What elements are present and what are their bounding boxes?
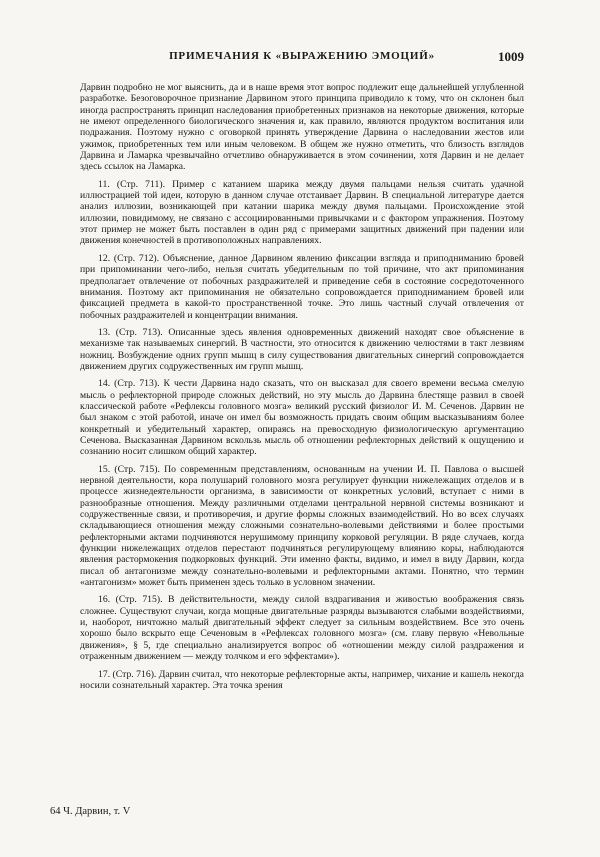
sheet-signature: 64 Ч. Дарвин, т. V [50, 806, 131, 817]
note-13: 13. (Стр. 713). Описанные здесь явления одновременных движений находят свое объяснение в механизме так называемых синергий. В частности, это относится к движению челюстями в такт лезвиям ножниц. Возбуждение одних групп мышц в силу существования двигательных синергий сопровождается движением других содружественных им групп мышц. [80, 326, 524, 372]
page-number: 1009 [498, 49, 524, 64]
paragraph-continuation: Дарвин подробно не мог выяснить, да и в наше время этот вопрос подлежит еще дальнейшей углубленной разработке. Безоговорочное признание Дарвином этого принципа приводило к тому, что он склонен был иногда распространять принцип наследования приобретенных признаков на некоторые движения, которые не имеют определенного биологического значения и, как правило, являются продуктом воспитания или подражания. Поэтому нужно с оговоркой принять утверждение Дарвина о наследовании жестов или ужимок, приобретенных тем или иным человеком. В общем же нужно отметить, что близость взглядов Дарвина и Ламарка чрезвычайно отчетливо обнаруживается в этом сочинении, хотя Дарвин и не делает здесь ссылок на Ламарка. [80, 82, 524, 173]
note-14: 14. (Стр. 713). К чести Дарвина надо сказать, что он высказал для своего времени весьма смелую мысль о рефлекторной природе сложных действий, но эту мысль до Дарвина блестяще развил в своей классической работе «Рефлексы головного мозга» великий русский физиолог И. М. Сеченов. Дарвин не был знаком с этой работой, иначе он имел бы возможность придать своим общим высказываниям более конкретный и убедительный характер, опираясь на превосходную физиологическую аргументацию Сеченова. Высказанная Дарвином вскользь мысль об отношении рефлекторных действий к ощущению и сознанию носит слишком общий характер. [80, 378, 524, 458]
note-17: 17. (Стр. 716). Дарвин считал, что некоторые рефлекторные акты, например, чихание и кашель некогда носили сознательный характер. Эта точка зрения [80, 668, 524, 691]
note-12: 12. (Стр. 712). Объяснение, данное Дарвином явлению фиксации взгляда и приподниманию бровей при припоминании чего-либо, нельзя считать убедительным по той причине, что акт припоминания предполагает отвлечение от побочных раздражителей и приведение себя в состояние сосредоточенного внимания. Поэтому акт припоминания не обязательно сопровождается приподниманием бровей или фиксацией предмета в какой-то пространственной точке. Это лишь частный случай отвлечения от побочных раздражителей и концентрации внимания. [80, 252, 524, 321]
note-16: 16. (Стр. 715). В действительности, между силой вздрагивания и живостью воображения связь сложнее. Существуют случаи, когда мощные двигательные разряды вызываются слабыми воздействиями, и, наоборот, ничтожно малый двигательный эффект следует за сильным воздействием. Все это очень хорошо было вскрыто еще Сеченовым в «Рефлексах головного мозга» (см. главу первую «Невольные движения», § 5, где специально анализируется вопрос об «отношении между силой раздражения и отраженным движением — между толчком и его эффектами»). [80, 594, 524, 663]
running-title: ПРИМЕЧАНИЯ К «ВЫРАЖЕНИЮ ЭМОЦИЙ» [169, 50, 435, 62]
notes-body [80, 82, 524, 691]
note-11: 11. (Стр. 711). Пример с катанием шарика между двумя пальцами нельзя считать удачной иллюстрацией той идеи, которую в данном случае отстаивает Дарвин. В специальной литературе дается анализ иллюзии, возникающей при катании шарика между двумя пальцами. Происхождение этой иллюзии, повидимому, не связано с ассоциированными привычками и с фактором упражнения. Поэтому этот пример не может быть поставлен в один ряд с примерами защитных движений при падении или движения конечностей в противоположных направлениях. [80, 178, 524, 247]
page-header [80, 50, 524, 68]
note-15: 15. (Стр. 715). По современным представлениям, основанным на учении И. П. Павлова о высшей нервной деятельности, кора полушарий головного мозга регулирует функции нижележащих отделов и в процессе жизнедеятельности организма, в зависимости от конкретных условий, вступает с ними в разнообразные отношения. Между различными отделами центральной нервной системы возникают и содружественные связи, и противоречия, и другие формы сложных взаимодействий. Но во всех случаях складывающиеся отношения между сложными сознательно-волевыми действиями и более простыми рефлекторными актами подчиняются нерушимому принципу корковой регуляции. В ряде случаев, когда функции нижележащих отделов перестают подчиняться регулирующему влиянию коры, наблюдаются явления растормокения подкорковых функций. Эти именно факты, видимо, и имел в виду Дарвин, когда писал об антагонизме между сознательно-волевыми и рефлекторными актами. Понятно, что термин «антагонизм» может быть применен здесь только в условном значении. [80, 463, 524, 589]
